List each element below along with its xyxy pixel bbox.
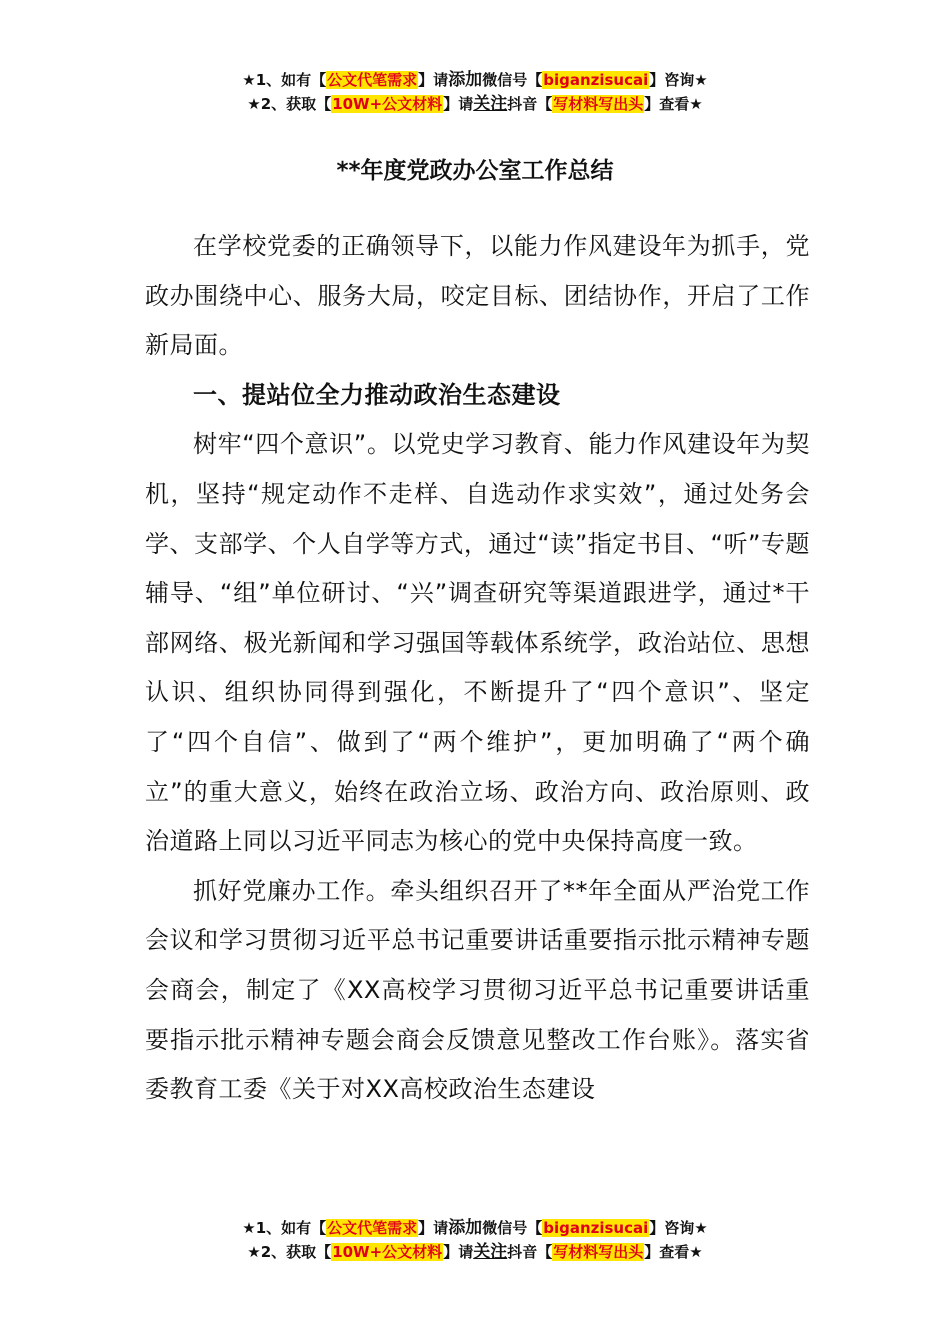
promo-douyin-id: 写材料写出头 [553,1243,644,1261]
promo-text: 抖音【 [507,95,553,113]
promo-text: 】请 [443,1243,474,1261]
promo-text: ★1、如有【 [242,71,327,89]
promo-highlight: 10W+公文材料 [332,95,443,113]
promo-emphasis: 关注 [473,1242,508,1262]
promo-highlight: 公文代笔需求 [327,71,418,89]
section-heading: 一、提站位全力推动政治生态建设 [193,380,561,409]
promo-highlight: 10W+公文材料 [332,1243,443,1261]
promo-emphasis: 关注 [473,94,508,114]
promo-line-2 [0,92,950,116]
promo-text: 】请 [418,71,449,89]
promo-line-1 [0,1216,950,1240]
promo-text: 】咨询★ [649,1219,708,1237]
promo-text: 】请 [418,1219,449,1237]
promo-text: 】查看★ [644,95,703,113]
promo-line-1 [0,68,950,92]
promo-text: 】咨询★ [649,71,708,89]
promo-emphasis: 添加 [448,1218,483,1238]
promo-highlight: 公文代笔需求 [327,1219,418,1237]
promo-emphasis: 添加 [448,70,483,90]
promo-wechat-id: biganzisucai [543,1219,649,1237]
intro-paragraph: 在学校党委的正确领导下，以能力作风建设年为抓手，党政办围绕中心、服务大局，咬定目标、团结协作，开启了工作新局面。 [145,232,810,360]
promo-text: ★2、获取【 [247,95,332,113]
promo-text: 微信号【 [482,1219,543,1237]
document-title: **年度党政办公室工作总结 [336,158,614,184]
promo-wechat-id: biganzisucai [543,71,649,89]
promo-douyin-id: 写材料写出头 [553,95,644,113]
promo-notice-bottom [0,1216,950,1264]
promo-line-2 [0,1240,950,1264]
promo-text: ★2、获取【 [247,1243,332,1261]
promo-text: 】请 [443,95,474,113]
promo-notice-top [0,68,950,116]
promo-text: 】查看★ [644,1243,703,1261]
document-body [145,222,810,1115]
promo-text: ★1、如有【 [242,1219,327,1237]
body-paragraph: 抓好党廉办工作。牵头组织召开了**年全面从严治党工作会议和学习贯彻习近平总书记重要讲话重要指示批示精神专题会商会，制定了《XX高校学习贯彻习近平总书记重要讲话重要指示批示精神专题会商会反馈意见整改工作台账》。落实省委教育工委《关于对XX高校政治生态建设 [145,876,810,1104]
promo-text: 抖音【 [507,1243,553,1261]
body-paragraph: 树牢“四个意识”。以党史学习教育、能力作风建设年为契机，坚持“规定动作不走样、自选动作求实效”，通过处务会学、支部学、个人自学等方式，通过“读”指定书目、“听”专题辅导、“组”单位研讨、“兴”调查研究等渠道跟进学，通过*干部网络、极光新闻和学习强国等载体系统学，政治站位、思想认识、组织协同得到强化，不断提升了“四个意识”、坚定了“四个自信”、做到了“两个维护”，更加明确了“两个确立”的重大意义，始终在政治立场、政治方向、政治原则、政治道路上同以习近平同志为核心的党中央保持高度一致。 [145,430,810,856]
promo-text: 微信号【 [482,71,543,89]
